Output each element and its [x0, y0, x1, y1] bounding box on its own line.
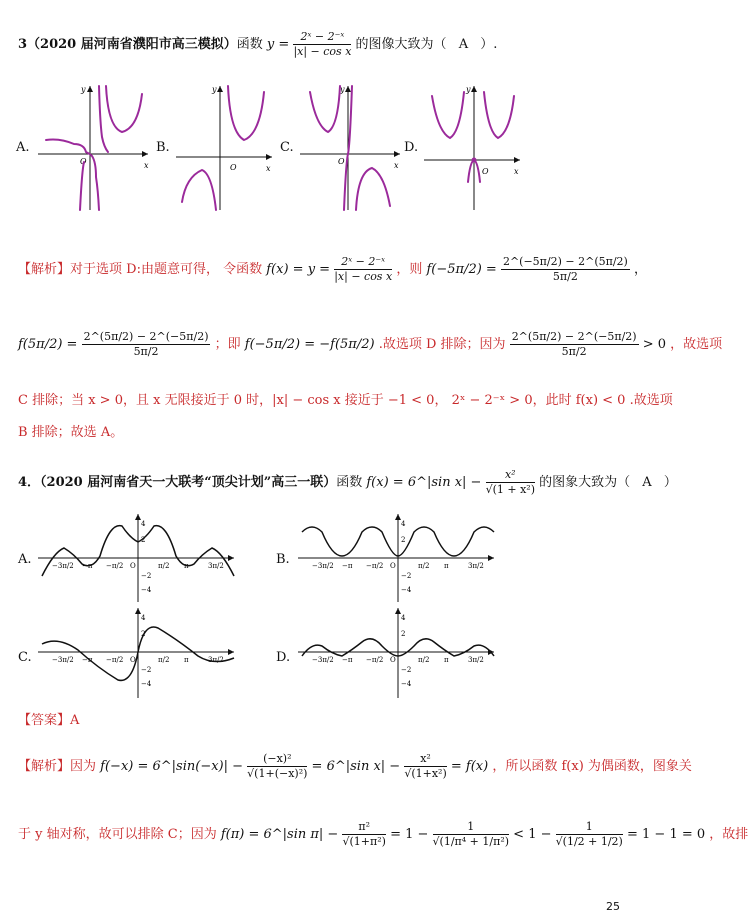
- q4-option-d-label: D.: [276, 650, 291, 665]
- svg-text:π/2: π/2: [418, 562, 430, 570]
- sol3-line2: f(5π/2) = $\frac{2\^{}(5\pi/2) - 2\^{}(-5\pi/2)}{5\pi/2}$ ；即 f(−5π/2) = −f(5π/2) .故选项 D 排除；因为 $\frac{2\^{}(5\pi/2) - 2\^{}(-5\pi/2)}{5\pi/2}$ > 0 ，故选项: [18, 330, 723, 358]
- svg-text:3π/2: 3π/2: [468, 562, 484, 570]
- svg-text:−π: −π: [82, 656, 93, 664]
- svg-text:x: x: [266, 164, 271, 173]
- sol3-line3: C 排除；当 x > 0，且 x 无限接近于 0 时，|x| − cos x 接近于 −1 < 0， 2ˣ − 2⁻ˣ > 0，此时 f(x) < 0 .故选项: [18, 393, 673, 408]
- svg-text:y: y: [340, 85, 345, 94]
- svg-text:−π/2: −π/2: [366, 656, 384, 664]
- svg-text:2: 2: [401, 536, 406, 544]
- q3-option-a-label: A.: [16, 140, 30, 155]
- svg-text:3π/2: 3π/2: [208, 656, 224, 664]
- svg-text:−2: −2: [141, 666, 152, 674]
- svg-text:O: O: [482, 167, 489, 176]
- svg-text:y: y: [466, 85, 471, 94]
- svg-text:O: O: [130, 562, 136, 570]
- svg-text:−3π/2: −3π/2: [52, 562, 74, 570]
- svg-text:O: O: [338, 157, 345, 166]
- q4-graph-c: [38, 606, 238, 700]
- svg-text:x: x: [394, 161, 399, 170]
- svg-text:−2: −2: [141, 572, 152, 580]
- q3-func-lhs: y =: [266, 37, 290, 52]
- svg-text:2: 2: [401, 630, 406, 638]
- svg-text:O: O: [130, 656, 136, 664]
- q4-source: 4．（2020 届河南省天一大联考“顶尖计划”高三一联）: [18, 475, 337, 490]
- q3-option-b-label: B.: [156, 140, 170, 155]
- q4-graph-b: [298, 512, 498, 604]
- sol3-fraction-neg: $\frac{2\^{}(-5\pi/2) - 2\^{}(5\pi/2)}{5\pi/2}$: [502, 255, 628, 283]
- q3-option-d-label: D.: [404, 140, 419, 155]
- sol3-func-fraction: $\frac{\text{2ˣ − 2⁻ˣ}}{\text{|x| − cos x}}$: [334, 255, 393, 283]
- svg-text:π: π: [444, 656, 449, 664]
- ans4-tag: 【答案】: [18, 713, 71, 728]
- svg-text:−3π/2: −3π/2: [312, 656, 334, 664]
- svg-text:−2: −2: [401, 572, 412, 580]
- svg-text:4: 4: [141, 614, 146, 622]
- q4-func-fraction: $\frac{\text{x²}}{\text{√(1 + x²)}}$: [485, 468, 535, 496]
- q4-graph-a: [38, 512, 238, 604]
- svg-text:O: O: [230, 163, 237, 172]
- q3-graph-c: [300, 82, 410, 212]
- svg-text:−4: −4: [401, 680, 412, 688]
- q4-graph-d: [298, 606, 498, 700]
- svg-text:x: x: [144, 161, 149, 170]
- q3-answer: A: [458, 37, 469, 52]
- sol4-tag: 【解析】: [18, 759, 71, 774]
- sol3-tag: 【解析】: [18, 262, 71, 277]
- svg-text:π/2: π/2: [158, 656, 170, 664]
- sol4-line2: 于 y 轴对称，故可以排除 C；因为 f(π) = 6^|sin π| − $\frac{\text{π²}}{\text{√(1+π²)}}$ = 1 − $\frac{1}{\text{√(1/π⁴ + 1/π²)}}$ < 1 − $\frac{1}{√(1/2 + 1/2)}$ = 1 − 1 = 0 ，故排: [18, 820, 748, 848]
- sol3-line4: B 排除；故选 A。: [18, 425, 124, 440]
- svg-text:−π/2: −π/2: [366, 562, 384, 570]
- svg-text:−π: −π: [342, 562, 353, 570]
- svg-text:π/2: π/2: [418, 656, 430, 664]
- q3-graph-a: [38, 82, 158, 212]
- q3-stem: 3（2020 届河南省濮阳市高三模拟）函数 y = $\frac{\text{2ˣ − 2⁻ˣ}}{\text{|x| − cos x}}$ 的图像大致为（ A ）.: [18, 30, 498, 58]
- svg-text:−3π/2: −3π/2: [312, 562, 334, 570]
- q3-func-fraction: $\frac{\text{2ˣ − 2⁻ˣ}}{\text{|x| − cos x}}$: [293, 30, 352, 58]
- ans4-value: A: [70, 713, 80, 728]
- svg-text:x: x: [514, 167, 519, 176]
- q3-graph-b: [176, 82, 282, 212]
- svg-text:y: y: [81, 85, 86, 94]
- svg-text:−3π/2: −3π/2: [52, 656, 74, 664]
- svg-text:y: y: [212, 85, 217, 94]
- q3-source: 3（2020 届河南省濮阳市高三模拟）: [18, 37, 237, 52]
- svg-text:2: 2: [141, 630, 146, 638]
- svg-text:4: 4: [401, 520, 406, 528]
- svg-text:O: O: [80, 157, 87, 166]
- svg-text:3π/2: 3π/2: [468, 656, 484, 664]
- svg-text:−π: −π: [342, 656, 353, 664]
- q4-option-b-label: B.: [276, 552, 290, 567]
- svg-text:π: π: [184, 562, 189, 570]
- svg-text:π: π: [184, 656, 189, 664]
- svg-text:π: π: [444, 562, 449, 570]
- svg-text:3π/2: 3π/2: [208, 562, 224, 570]
- sol4-line1: 【解析】因为 f(−x) = 6^|sin(−x)| − $\frac{\text{(−x)²}}{\text{√(1+(−x)²)}}$ = 6^|sin x| − $\frac{\text{x²}}{\text{√(1+x²)}}$ = f(x) ，所以函数 f(x) 为偶函数，图象关: [18, 752, 692, 780]
- q3-option-c-label: C.: [280, 140, 294, 155]
- svg-text:4: 4: [141, 520, 146, 528]
- svg-text:2: 2: [141, 536, 146, 544]
- q4-option-a-label: A.: [18, 552, 32, 567]
- svg-text:−4: −4: [401, 586, 412, 594]
- q4-answer: A: [642, 475, 652, 490]
- svg-text:−π/2: −π/2: [106, 562, 124, 570]
- sol3-fraction-pos: $\frac{2\^{}(5\pi/2) - 2\^{}(-5\pi/2)}{5\pi/2}$: [83, 330, 209, 358]
- svg-text:π/2: π/2: [158, 562, 170, 570]
- svg-text:O: O: [390, 656, 396, 664]
- sol3-line1: 【解析】对于选项 D:由题意可得， 令函数 f(x) = y = $\frac{\text{2ˣ − 2⁻ˣ}}{\text{|x| − cos x}}$ ，则 f(−5π/2) = $\frac{2\^{}(-5\pi/2) - 2\^{}(5\pi/2)}{5\pi/2}$ ，: [18, 255, 647, 283]
- svg-text:−4: −4: [141, 680, 152, 688]
- q4-stem: 4．（2020 届河南省天一大联考“顶尖计划”高三一联）函数 f(x) = 6^|sin x| − $\frac{\text{x²}}{\text{√(1 + x²)}}$ 的图象大致为（ A ）: [18, 468, 677, 496]
- svg-text:4: 4: [401, 614, 406, 622]
- svg-text:−π: −π: [82, 562, 93, 570]
- sol3-fraction-pos-2: $\frac{2\^{}(5\pi/2) - 2\^{}(-5\pi/2)}{5\pi/2}$: [511, 330, 637, 358]
- svg-text:−π/2: −π/2: [106, 656, 124, 664]
- svg-text:−4: −4: [141, 586, 152, 594]
- q3-graph-d: [424, 82, 530, 212]
- q4-option-c-label: C.: [18, 650, 32, 665]
- ans4: [18, 712, 79, 730]
- svg-text:O: O: [390, 562, 396, 570]
- svg-text:−2: −2: [401, 666, 412, 674]
- page-number: 25: [606, 900, 620, 913]
